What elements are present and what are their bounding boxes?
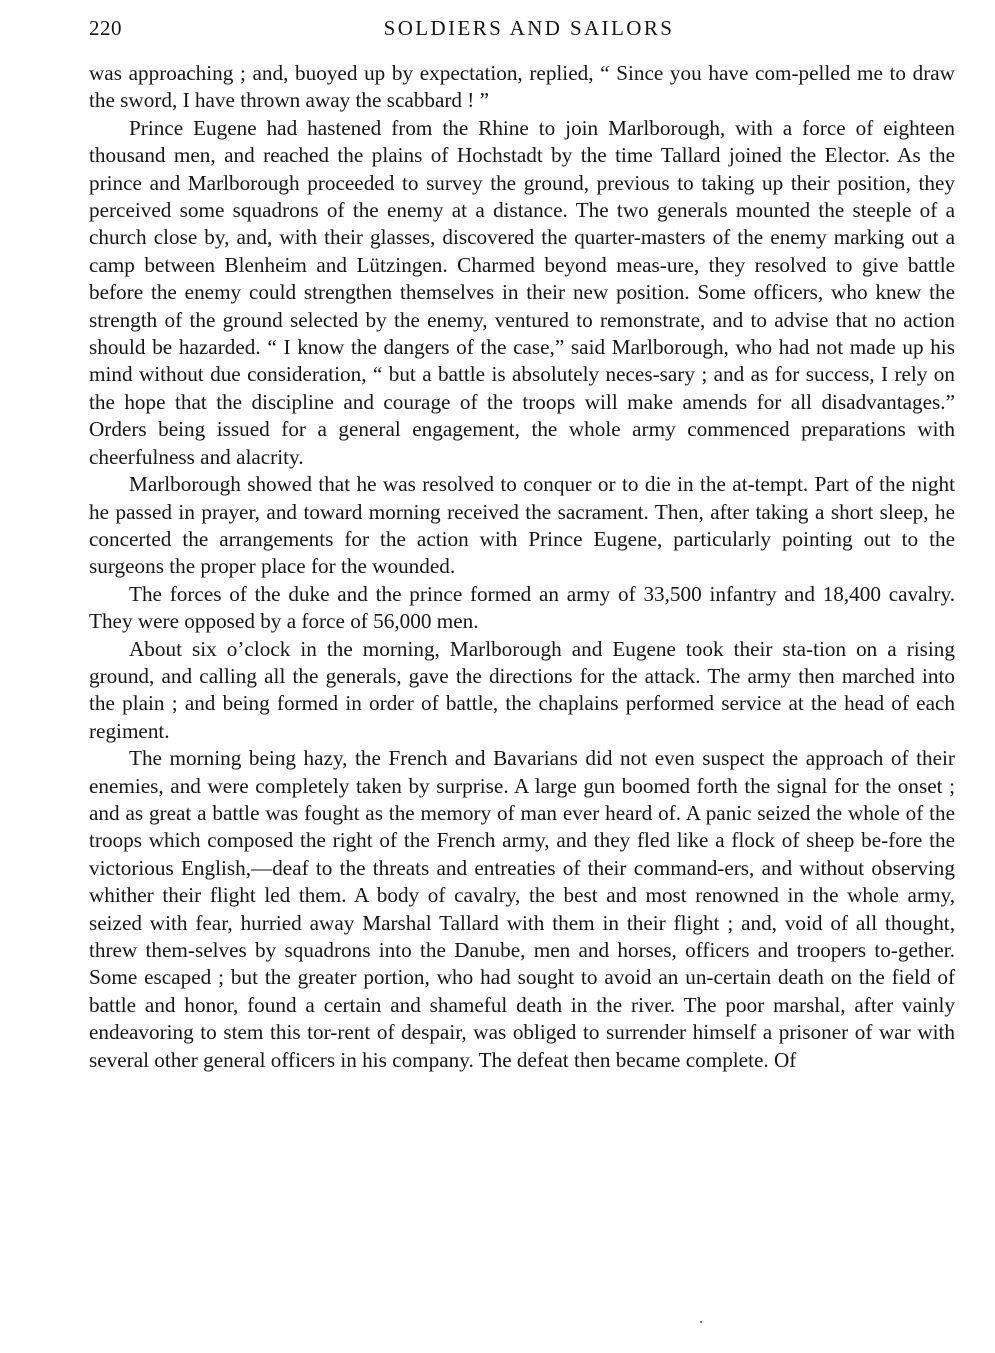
paragraph-morning-station: About six o’clock in the morning, Marlborough and Eugene took their sta-tion on a rising ground, and calling all the generals, gave the directions for the attack. The army then marched into the plain ; and being formed in order of battle, the chaplains performed service at the head of each regiment. xyxy=(89,636,955,743)
paragraph-forces: The forces of the duke and the prince formed an army of 33,500 infantry and 18,400 cavalry. They were opposed by a force of 56,000 men. xyxy=(89,581,955,634)
paragraph-battle: The morning being hazy, the French and Bavarians did not even suspect the approach of their enemies, and were completely taken by surprise. A large gun boomed forth the signal for the onset ; and as great a battle was fought as the memory of man ever heard of. A panic seized the whole of the troops which composed the right of the French army, and they fled like a flock of sheep be-fore the victorious English,—deaf to the threats and entreaties of their command-ers, and without observing whither their flight led them. A body of cavalry, the best and most renowned in the whole army, seized with fear, hurried away Marshal Tallard with them in their flight ; and, void of all thought, threw them-selves by squadrons into the Danube, men and horses, officers and troopers to-gether. Some escaped ; but the greater portion, who had sought to avoid an un-certain death on the field of battle and honor, found a certain and shameful death in the river. The poor marshal, after vainly endeavoring to stem this tor-rent of despair, was obliged to surrender himself a prisoner of war with several other general officers in his company. The defeat then became complete. Of xyxy=(89,746,955,1072)
paragraph-continuation: was approaching ; and, buoyed up by expectation, replied, “ Since you have com-pelled me to draw the sword, I have thrown away the scabbard ! ” xyxy=(89,61,955,113)
body-text xyxy=(89,60,955,1074)
running-head xyxy=(89,12,955,44)
page-number: 220 xyxy=(89,16,122,40)
paragraph-prince-eugene: Prince Eugene had hastened from the Rhine to join Marlborough, with a force of eighteen thousand men, and reached the plains of Hochstadt by the time Tallard joined the Elector. As the prince and Marlborough proceeded to survey the ground, previous to taking up their position, they perceived some squadrons of the enemy at a distance. The two generals mounted the steeple of a church close by, and, with their glasses, discovered the quarter-masters of the enemy marking out a camp between Blenheim and Lützingen. Charmed beyond meas-ure, they resolved to give battle before the enemy could strengthen themselves in their new position. Some officers, who knew the strength of the ground selected by the enemy, ventured to remonstrate, and to advise that no action should be hazarded. “ I know the dangers of the case,” said Marlborough, who had not made up his mind without due consideration, “ but a battle is absolutely neces-sary ; and as for success, I rely on the hope that the discipline and courage of the troops will make amends for all disadvantages.” Orders being issued for a general engagement, the whole army commenced preparations with cheerfulness and alacrity. xyxy=(89,115,955,469)
running-title: SOLDIERS AND SAILORS xyxy=(383,16,675,40)
paragraph-marlborough-prayer: Marlborough showed that he was resolved to conquer or to die in the at-tempt. Part of the night he passed in prayer, and toward morning received the sacrament. Then, after taking a short sleep, he concerted the arrangements for the action with Prince Eugene, particularly pointing out to the surgeons the proper place for the wounded. xyxy=(89,472,955,579)
ink-speck xyxy=(700,1321,702,1323)
